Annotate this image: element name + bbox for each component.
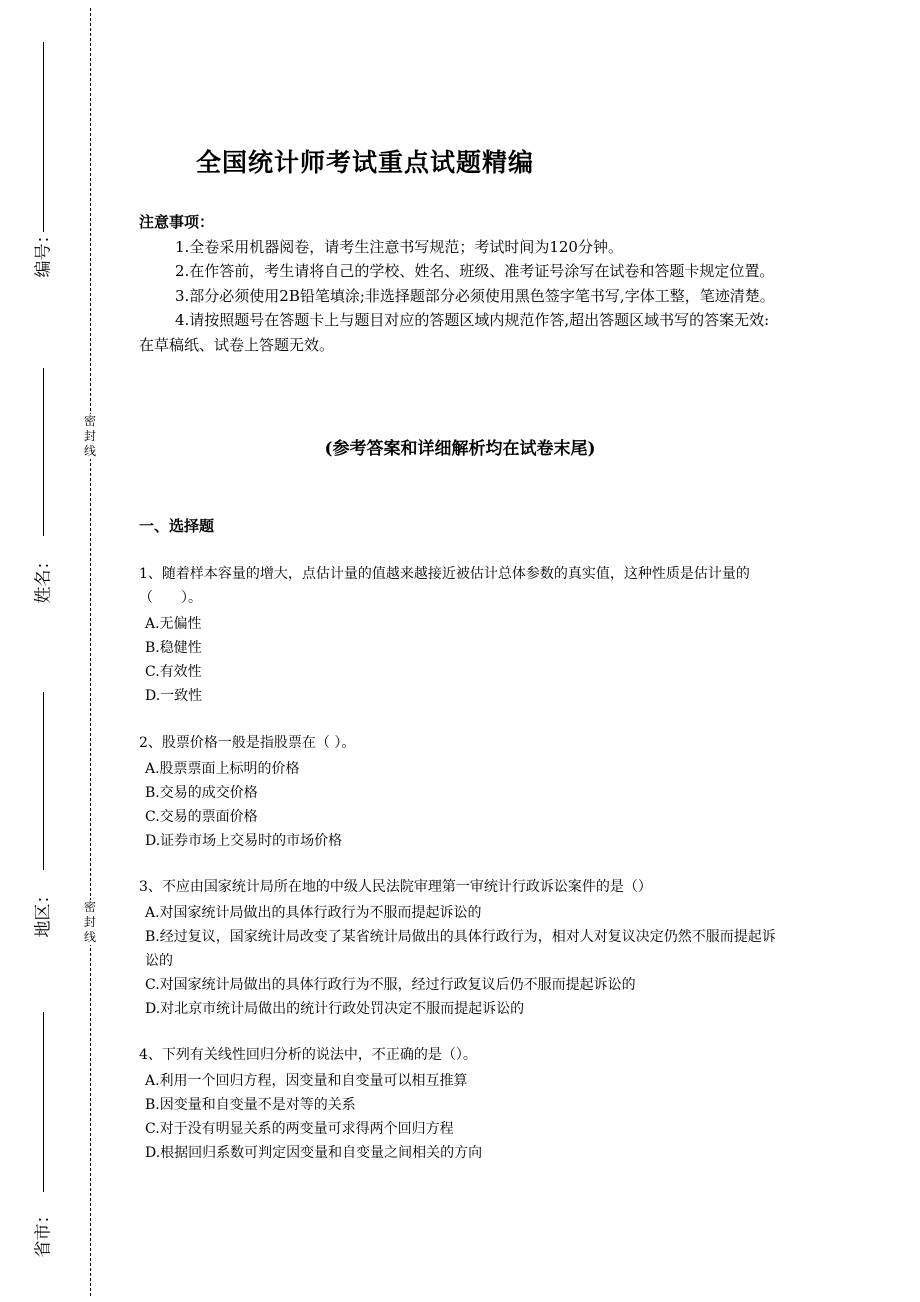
notice-block <box>139 210 784 357</box>
question-stem: 1、随着样本容量的增大，点估计量的值越来越接近被估计总体参数的真实值，这种性质是估计量的（ ）。 <box>139 566 750 606</box>
question-option[interactable]: A.对国家统计局做出的具体行政行为不服而提起诉讼的 <box>145 905 482 921</box>
question-stem: 3、不应由国家统计局所在地的中级人民法院审理第一审统计行政诉讼案件的是（） <box>139 879 652 895</box>
question-option[interactable]: A.利用一个回归方程，因变量和自变量可以相互推算 <box>145 1073 468 1089</box>
notice-item: 3.部分必须使用2B铅笔填涂;非选择题部分必须使用黑色签字笔书写,字体工整，笔迹清楚。 <box>175 286 775 305</box>
seal-char: 线 <box>83 930 96 944</box>
seal-label <box>82 414 98 459</box>
question-2 <box>139 731 784 853</box>
question-option[interactable]: B.稳健性 <box>145 640 202 656</box>
seal-char: 线 <box>83 444 96 458</box>
question-option[interactable]: A.股票票面上标明的价格 <box>145 761 300 777</box>
field-label-province: 省市： <box>33 1206 54 1258</box>
seal-dashed-line <box>90 8 91 1296</box>
question-option[interactable]: D.证券市场上交易时的市场价格 <box>145 833 343 849</box>
question-stem: 4、下列有关线性回归分析的说法中，不正确的是（）。 <box>139 1047 477 1063</box>
seal-char: 密 <box>83 414 96 428</box>
question-option[interactable]: C.有效性 <box>145 664 202 680</box>
seal-text-lower <box>82 900 98 945</box>
question-4 <box>139 1043 784 1165</box>
question-option[interactable]: B.交易的成交价格 <box>145 785 258 801</box>
question-option[interactable]: A.无偏性 <box>145 616 202 632</box>
seal-char: 密 <box>83 900 96 914</box>
seal-char: 封 <box>83 915 96 929</box>
field-line-name[interactable] <box>43 368 44 536</box>
field-label-region: 地区： <box>33 886 54 938</box>
notice-item: 2.在作答前，考生请将自己的学校、姓名、班级、准考证号涂写在试卷和答题卡规定位置。 <box>175 262 775 280</box>
page-title: 全国统计师考试重点试题精编 <box>196 148 535 177</box>
question-option[interactable]: D.对北京市统计局做出的统计行政处罚决定不服而提起诉讼的 <box>145 1001 525 1017</box>
seal-char: 封 <box>83 429 96 443</box>
field-line-region[interactable] <box>43 692 44 870</box>
question-option[interactable]: B.因变量和自变量不是对等的关系 <box>145 1097 356 1113</box>
question-option[interactable]: D.一致性 <box>145 688 203 704</box>
answer-note: (参考答案和详细解析均在试卷末尾) <box>324 439 596 459</box>
question-option[interactable]: C.对国家统计局做出的具体行政行为不服，经过行政复议后仍不服而提起诉讼的 <box>145 977 636 993</box>
field-label-number: 编号： <box>33 226 54 278</box>
notice-item: 4.请按照题号在答题卡上与题目对应的答题区域内规范作答,超出答题区域书写的答案无效:在草稿纸、试卷上答题无效。 <box>139 311 770 354</box>
seal-label <box>82 900 98 945</box>
question-option[interactable]: C.交易的票面价格 <box>145 809 258 825</box>
question-option[interactable]: C.对于没有明显关系的两变量可求得两个回归方程 <box>145 1121 454 1137</box>
question-option[interactable]: B.经过复议，国家统计局改变了某省统计局做出的具体行政行为，相对人对复议决定仍然不服而提起诉讼的 <box>145 929 776 969</box>
question-option[interactable]: D.根据回归系数可判定因变量和自变量之间相关的方向 <box>145 1145 483 1161</box>
question-1 <box>139 562 784 708</box>
section-title: 一、选择题 <box>139 517 215 535</box>
question-3 <box>139 875 784 1021</box>
seal-text-upper <box>82 414 98 459</box>
field-line-province[interactable] <box>43 1012 44 1192</box>
field-line-number[interactable] <box>43 42 44 232</box>
notice-item: 1.全卷采用机器阅卷，请考生注意书写规范；考试时间为120分钟。 <box>175 237 623 256</box>
notice-heading: 注意事项： <box>139 213 215 231</box>
field-label-name: 姓名： <box>33 552 54 604</box>
question-stem: 2、股票价格一般是指股票在（ ）。 <box>139 735 356 751</box>
